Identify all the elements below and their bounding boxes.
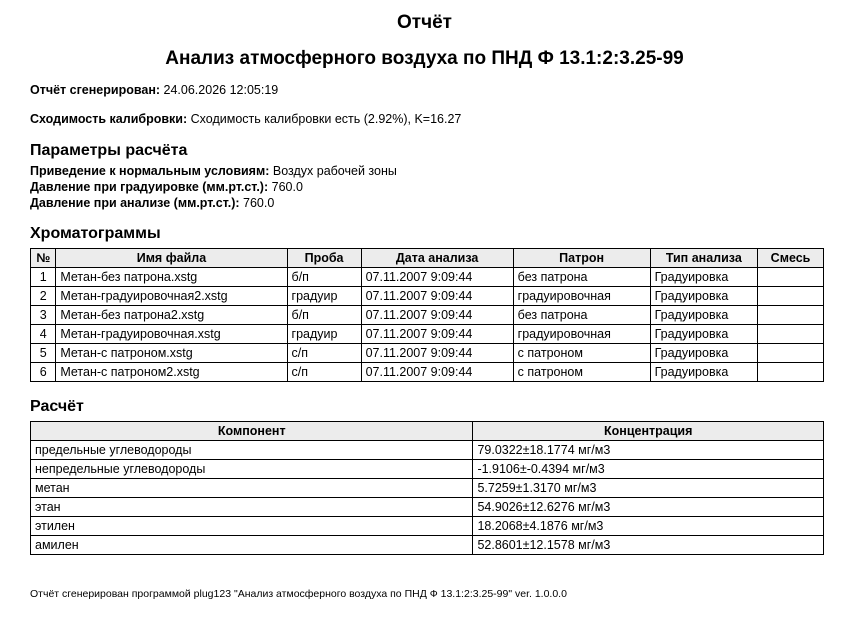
cell-concentration: 5.7259±1.3170 мг/м3	[473, 479, 824, 498]
calculation-header-row	[31, 422, 824, 441]
cell-mixture	[758, 344, 824, 363]
normal-conditions-line	[30, 164, 397, 179]
report-title: Отчёт	[397, 12, 452, 33]
chromatograms-header-row	[31, 249, 824, 268]
col-header-cartridge: Патрон	[513, 249, 650, 268]
cell-analysis-type: Градуировка	[650, 268, 757, 287]
table-row	[31, 441, 824, 460]
table-row	[31, 306, 824, 325]
normal-conditions-label: Приведение к нормальным условиям:	[30, 164, 270, 178]
cell-concentration: -1.9106±-0.4394 мг/м3	[473, 460, 824, 479]
cell-number: 5	[31, 344, 56, 363]
cell-component: предельные углеводороды	[31, 441, 473, 460]
col-header-mixture: Смесь	[758, 249, 824, 268]
cell-number: 1	[31, 268, 56, 287]
report-subtitle: Анализ атмосферного воздуха по ПНД Ф 13.1:2:3.25-99	[165, 48, 684, 69]
cell-mixture	[758, 306, 824, 325]
cell-number: 6	[31, 363, 56, 382]
col-header-date: Дата анализа	[361, 249, 513, 268]
cell-analysis-type: Градуировка	[650, 363, 757, 382]
cell-filename: Метан-с патроном2.xstg	[56, 363, 287, 382]
cell-date: 07.11.2007 9:09:44	[361, 363, 513, 382]
table-row	[31, 498, 824, 517]
cell-component: этан	[31, 498, 473, 517]
cell-analysis-type: Градуировка	[650, 306, 757, 325]
cell-concentration: 18.2068±4.1876 мг/м3	[473, 517, 824, 536]
cell-date: 07.11.2007 9:09:44	[361, 306, 513, 325]
col-header-analysis-type: Тип анализа	[650, 249, 757, 268]
chromatograms-table	[30, 248, 824, 382]
table-row	[31, 344, 824, 363]
cell-sample: б/п	[287, 268, 361, 287]
pressure-anal-label: Давление при анализе (мм.рт.ст.):	[30, 196, 240, 210]
normal-conditions-value: Воздух рабочей зоны	[272, 164, 397, 178]
calculation-heading: Расчёт	[30, 398, 84, 415]
pressure-anal-line	[30, 196, 274, 211]
cell-number: 4	[31, 325, 56, 344]
cell-mixture	[758, 363, 824, 382]
cell-sample: градуир	[287, 325, 361, 344]
cell-filename: Метан-с патроном.xstg	[56, 344, 287, 363]
cell-filename: Метан-градуировочная.xstg	[56, 325, 287, 344]
calibration-line	[30, 112, 461, 127]
pressure-grad-line	[30, 180, 303, 195]
cell-analysis-type: Градуировка	[650, 287, 757, 306]
table-row	[31, 325, 824, 344]
cell-number: 2	[31, 287, 56, 306]
col-header-number: №	[31, 249, 56, 268]
cell-component: амилен	[31, 536, 473, 555]
params-heading: Параметры расчёта	[30, 142, 188, 159]
table-row	[31, 287, 824, 306]
cell-date: 07.11.2007 9:09:44	[361, 325, 513, 344]
pressure-anal-value: 760.0	[243, 196, 275, 210]
cell-mixture	[758, 268, 824, 287]
cell-concentration: 54.9026±12.6276 мг/м3	[473, 498, 824, 517]
cell-cartridge: с патроном	[513, 344, 650, 363]
calibration-label: Сходимость калибровки:	[30, 112, 188, 126]
cell-analysis-type: Градуировка	[650, 325, 757, 344]
cell-component: метан	[31, 479, 473, 498]
cell-sample: с/п	[287, 363, 361, 382]
cell-component: этилен	[31, 517, 473, 536]
cell-concentration: 52.8601±12.1578 мг/м3	[473, 536, 824, 555]
cell-number: 3	[31, 306, 56, 325]
cell-concentration: 79.0322±18.1774 мг/м3	[473, 441, 824, 460]
cell-filename: Метан-градуировочная2.xstg	[56, 287, 287, 306]
cell-cartridge: без патрона	[513, 268, 650, 287]
cell-filename: Метан-без патрона2.xstg	[56, 306, 287, 325]
table-row	[31, 268, 824, 287]
table-row	[31, 517, 824, 536]
col-header-component: Компонент	[31, 422, 473, 441]
cell-cartridge: градуировочная	[513, 287, 650, 306]
generated-value: 24.06.2026 12:05:19	[163, 83, 279, 97]
cell-sample: градуир	[287, 287, 361, 306]
table-row	[31, 363, 824, 382]
report-footer: Отчёт сгенерирован программой plug123 "Анализ атмосферного воздуха по ПНД Ф 13.1:2:3.25-99" ver. 1.0.0.0	[30, 588, 567, 600]
col-header-sample: Проба	[287, 249, 361, 268]
cell-mixture	[758, 287, 824, 306]
cell-cartridge: градуировочная	[513, 325, 650, 344]
cell-analysis-type: Градуировка	[650, 344, 757, 363]
col-header-filename: Имя файла	[56, 249, 287, 268]
cell-sample: с/п	[287, 344, 361, 363]
cell-component: непредельные углеводороды	[31, 460, 473, 479]
generated-label: Отчёт сгенерирован:	[30, 83, 161, 97]
generated-line	[30, 83, 278, 98]
cell-date: 07.11.2007 9:09:44	[361, 268, 513, 287]
table-row	[31, 479, 824, 498]
table-row	[31, 536, 824, 555]
cell-sample: б/п	[287, 306, 361, 325]
calculation-table	[30, 421, 824, 555]
cell-cartridge: с патроном	[513, 363, 650, 382]
col-header-concentration: Концентрация	[473, 422, 824, 441]
pressure-grad-value: 760.0	[271, 180, 303, 194]
cell-cartridge: без патрона	[513, 306, 650, 325]
cell-mixture	[758, 325, 824, 344]
table-row	[31, 460, 824, 479]
cell-date: 07.11.2007 9:09:44	[361, 344, 513, 363]
cell-date: 07.11.2007 9:09:44	[361, 287, 513, 306]
chromatograms-heading: Хроматограммы	[30, 225, 161, 242]
calibration-value: Сходимость калибровки есть (2.92%), K=16.27	[190, 112, 462, 126]
cell-filename: Метан-без патрона.xstg	[56, 268, 287, 287]
pressure-grad-label: Давление при градуировке (мм.рт.ст.):	[30, 180, 269, 194]
